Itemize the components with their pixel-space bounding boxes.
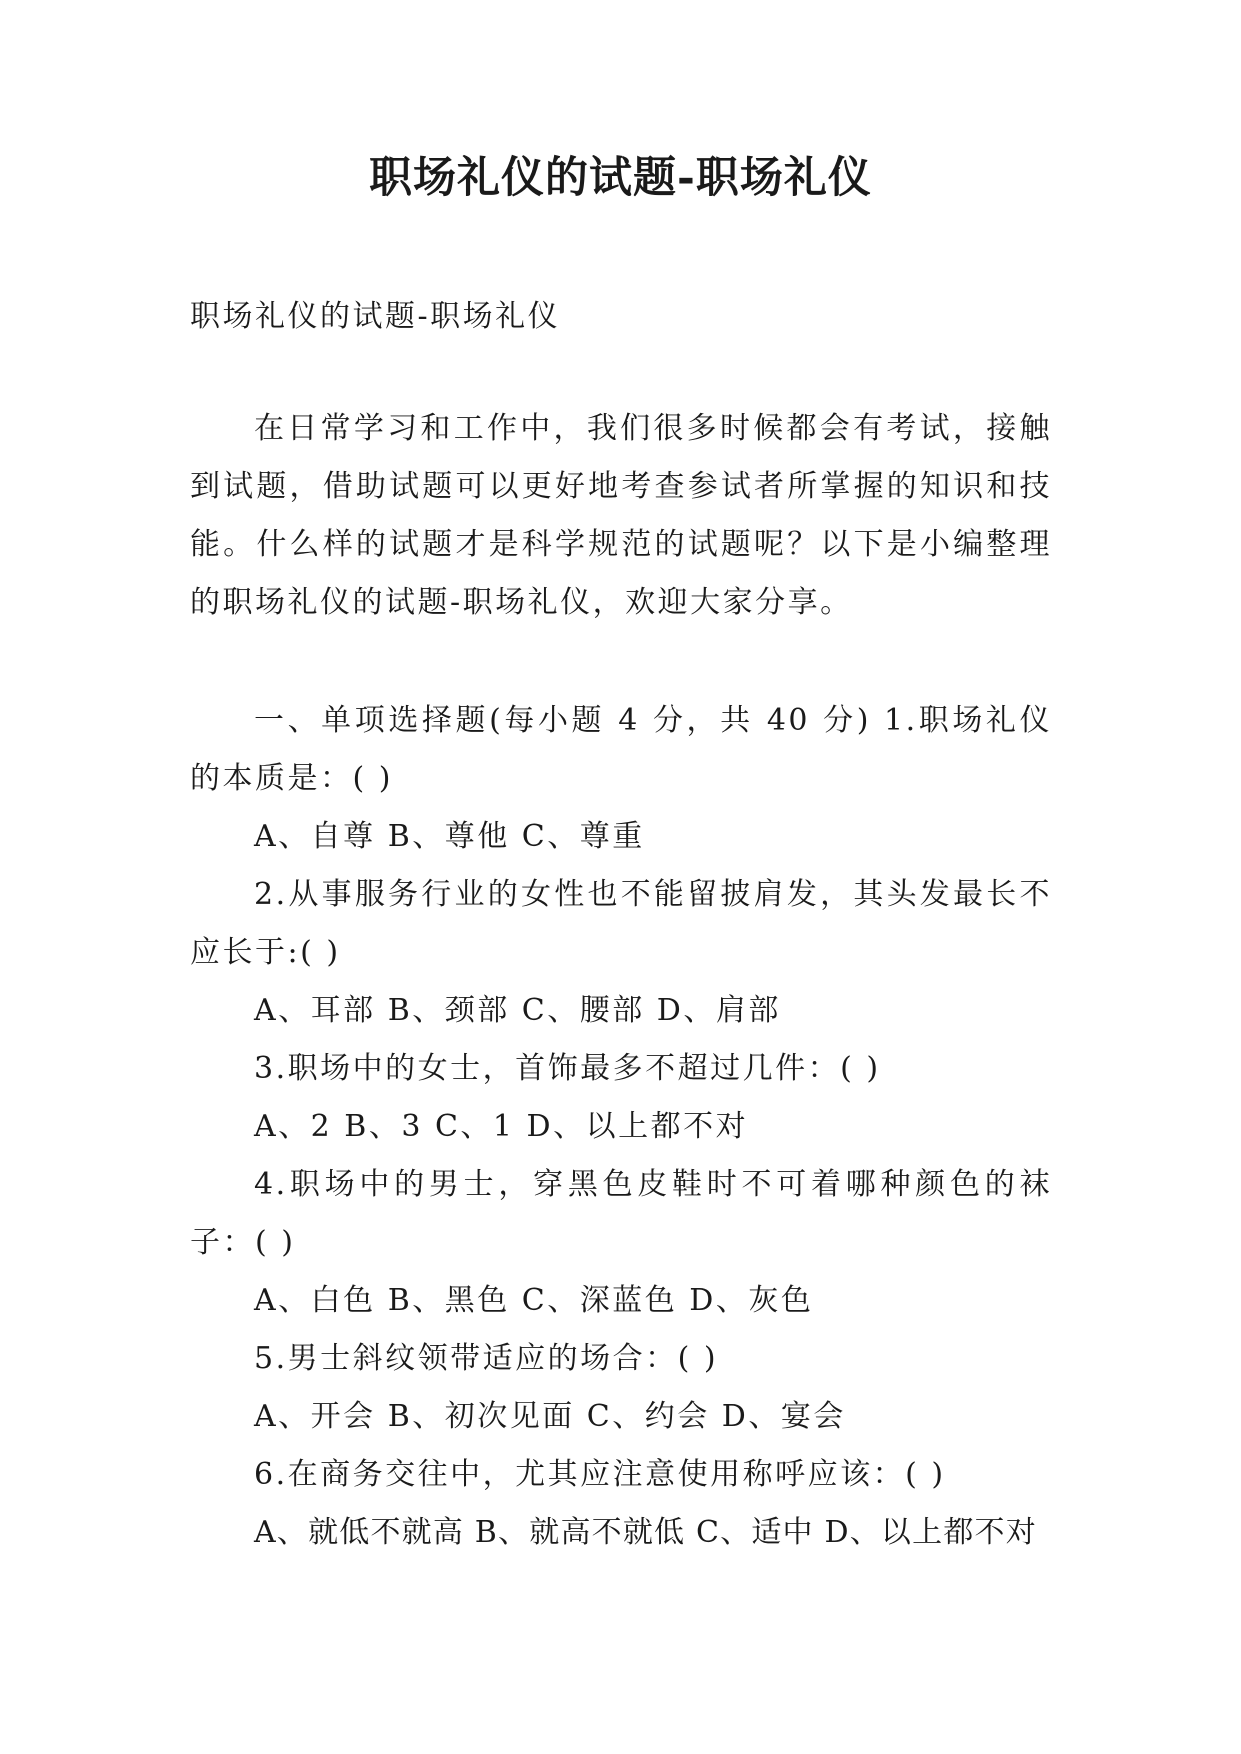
question-3: 3.职场中的女士，首饰最多不超过几件：( ) [254, 1051, 881, 1086]
question-4: 4.职场中的男士，穿黑色皮鞋时不可着哪种颜色的袜子：( ) [190, 1167, 1052, 1260]
question-1-options: A、自尊 B、尊他 C、尊重 [254, 819, 645, 854]
question-5: 5.男士斜纹领带适应的场合：( ) [254, 1341, 719, 1376]
question-2: 2.从事服务行业的女性也不能留披肩发，其头发最长不应长于:( ) [190, 877, 1052, 970]
question-6: 6.在商务交往中，尤其应注意使用称呼应该：( ) [254, 1457, 946, 1492]
section-heading-question-1: 一、单项选择题(每小题 4 分，共 40 分) 1.职场礼仪的本质是：( ) [190, 703, 1052, 796]
document-subtitle: 职场礼仪的试题-职场礼仪 [190, 299, 561, 334]
question-3-options: A、2 B、3 C、1 D、以上都不对 [254, 1109, 749, 1144]
question-2-options: A、耳部 B、颈部 C、腰部 D、肩部 [254, 993, 781, 1028]
question-5-options: A、开会 B、初次见面 C、约会 D、宴会 [254, 1399, 846, 1434]
question-4-options: A、白色 B、黑色 C、深蓝色 D、灰色 [254, 1283, 814, 1318]
intro-paragraph: 在日常学习和工作中，我们很多时候都会有考试，接触到试题，借助试题可以更好地考查参试者所掌握的知识和技能。什么样的试题才是科学规范的试题呢？以下是小编整理的职场礼仪的试题-职场礼仪，欢迎大家分享。 [190, 411, 1052, 620]
question-6-options: A、就低不就高 B、就高不就低 C、适中 D、以上都不对 [254, 1515, 1037, 1550]
document-title: 职场礼仪的试题-职场礼仪 [369, 153, 872, 203]
question-list [190, 692, 1052, 1562]
